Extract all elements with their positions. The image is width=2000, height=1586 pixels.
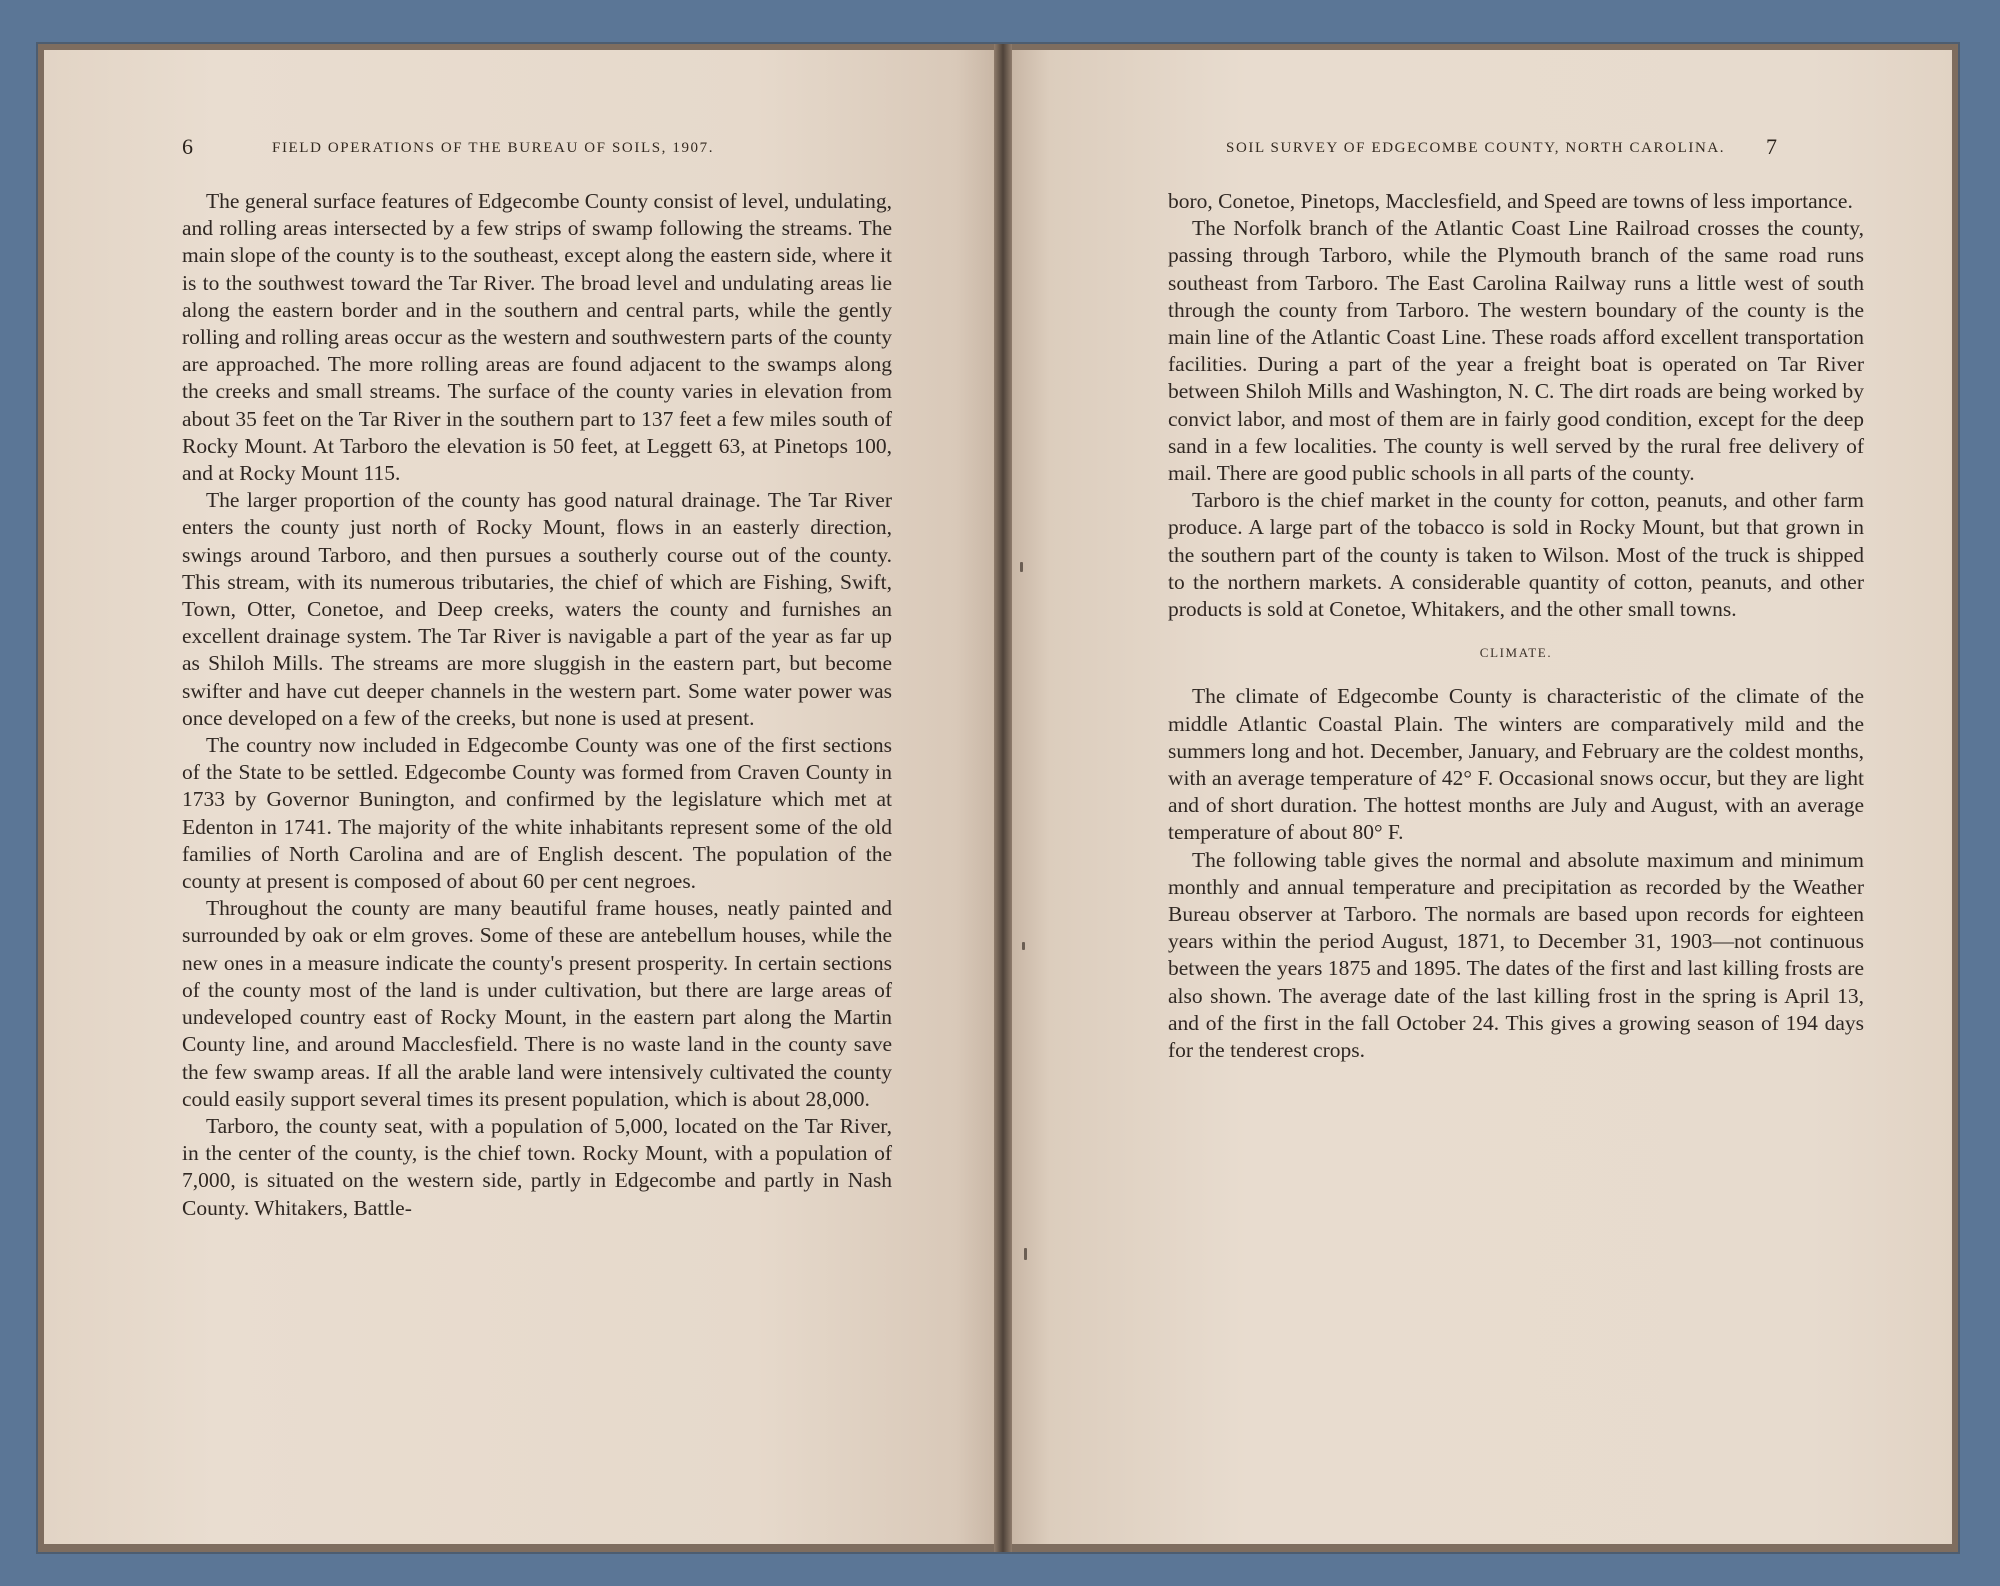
right-page-number: 7 [1766, 134, 1777, 159]
open-book [38, 44, 1958, 1552]
left-page [44, 50, 994, 1544]
left-page-number: 6 [182, 134, 193, 159]
right-body-text [1168, 188, 1864, 1064]
right-page [1012, 50, 1952, 1544]
paragraph: Tarboro, the county seat, with a population of 5,000, located on the Tar River, in the center of the county, is the chief town. Rocky Mount, with a population of 7,000, is situated on the western side, partly in Edgecombe and partly in Nash County. Whitakers, Battle- [182, 1113, 892, 1220]
section-heading-climate: CLIMATE. [1479, 645, 1553, 661]
paragraph: Throughout the county are many beautiful frame houses, neatly painted and surrounded by oak or elm groves. Some of these are antebellum houses, while the new ones in a measure indicate the county's present prosperity. In certain sections of the county most of the land is under cultivation, but there are large areas of undeveloped country east of Rocky Mount, in the eastern part along the Martin County line, and around Macclesfield. There is no waste land in the county save the few swamp areas. If all the arable land were intensively cultivated the county could easily support several times its present population, which is about 28,000. [182, 896, 892, 1111]
page-blemish [1020, 562, 1023, 572]
left-running-head: FIELD OPERATIONS OF THE BUREAU OF SOILS, 1907. [272, 140, 715, 156]
left-body-text [182, 188, 892, 1222]
paragraph: The Norfolk branch of the Atlantic Coast Line Railroad crosses the county, passing through Tarboro, while the Plymouth branch of the same road runs southeast from Tarboro. The East Carolina Railway runs a little west of south through the county from Tarboro. The western boundary of the county is the main line of the Atlantic Coast Line. These roads afford excellent transportation facilities. During a part of the year a freight boat is operated on Tar River between Shiloh Mills and Washington, N. C. The dirt roads are being worked by convict labor, and most of them are in fairly good condition, except for the deep sand in a few localities. The county is well served by the rural free delivery of mail. There are good public schools in all parts of the county. [1168, 216, 1864, 486]
book-gutter [994, 44, 1012, 1552]
paragraph: The general surface features of Edgecombe County consist of level, undulating, and rolling areas intersected by a few strips of swamp following the streams. The main slope of the county is to the southeast, except along the eastern side, where it is to the southwest toward the Tar River. The broad level and undulating areas lie along the eastern border and in the southern and central parts, while the gently rolling and rolling areas occur as the western and southwestern parts of the county are approached. The more rolling areas are found adjacent to the swamps along the creeks and small streams. The surface of the county varies in elevation from about 35 feet on the Tar River in the southern part to 137 feet a few miles south of Rocky Mount. At Tarboro the elevation is 50 feet, at Leggett 63, at Pinetops 100, and at Rocky Mount 115. [182, 189, 892, 486]
paragraph: The country now included in Edgecombe County was one of the first sections of the State to be settled. Edgecombe County was formed from Craven County in 1733 by Governor Bunington, and confirmed by the legislature which met at Edenton in 1741. The majority of the white inhabitants represent some of the old families of North Carolina and are of English descent. The population of the county at present is composed of about 60 per cent negroes. [182, 733, 892, 894]
paragraph: The following table gives the normal and absolute maximum and minimum monthly and annual temperature and precipitation as recorded by the Weather Bureau observer at Tarboro. The normals are based upon records for eighteen years within the period August, 1871, to December 31, 1903—not continuous between the years 1875 and 1895. The dates of the first and last killing frosts are also shown. The average date of the last killing frost in the spring is April 13, and of the first in the fall October 24. This gives a growing season of 194 days for the tenderest crops. [1168, 847, 1864, 1063]
right-running-head: SOIL SURVEY OF EDGECOMBE COUNTY, NORTH CAROLINA. [1226, 140, 1726, 156]
paragraph: boro, Conetoe, Pinetops, Macclesfield, and Speed are towns of less importance. [1168, 189, 1853, 213]
paragraph: The larger proportion of the county has good natural drainage. The Tar River enters the county just north of Rocky Mount, flows in an easterly direction, swings around Tarboro, and then pursues a southerly course out of the county. This stream, with its numerous tributaries, the chief of which are Fishing, Swift, Town, Otter, Conetoe, and Deep creeks, waters the county and furnishes an excellent drainage system. The Tar River is navigable a part of the year as far up as Shiloh Mills. The streams are more sluggish in the eastern part, but become swifter and have cut deeper channels in the western part. Some water power was once developed on a few of the creeks, but none is used at present. [182, 488, 892, 730]
page-blemish [1022, 942, 1025, 950]
paragraph: Tarboro is the chief market in the county for cotton, peanuts, and other farm produce. A large part of the tobacco is sold in Rocky Mount, but that grown in the southern part of the county is taken to Wilson. Most of the truck is shipped to the northern markets. A considerable quantity of cotton, peanuts, and other products is sold at Conetoe, Whitakers, and the other small towns. [1168, 488, 1864, 622]
page-blemish [1024, 1248, 1027, 1260]
paragraph: The climate of Edgecombe County is characteristic of the climate of the middle Atlantic Coastal Plain. The winters are comparatively mild and the summers long and hot. December, January, and February are the coldest months, with an average temperature of 42° F. Occasional snows occur, but they are light and of short duration. The hottest months are July and August, with an average temperature of about 80° F. [1168, 684, 1864, 845]
